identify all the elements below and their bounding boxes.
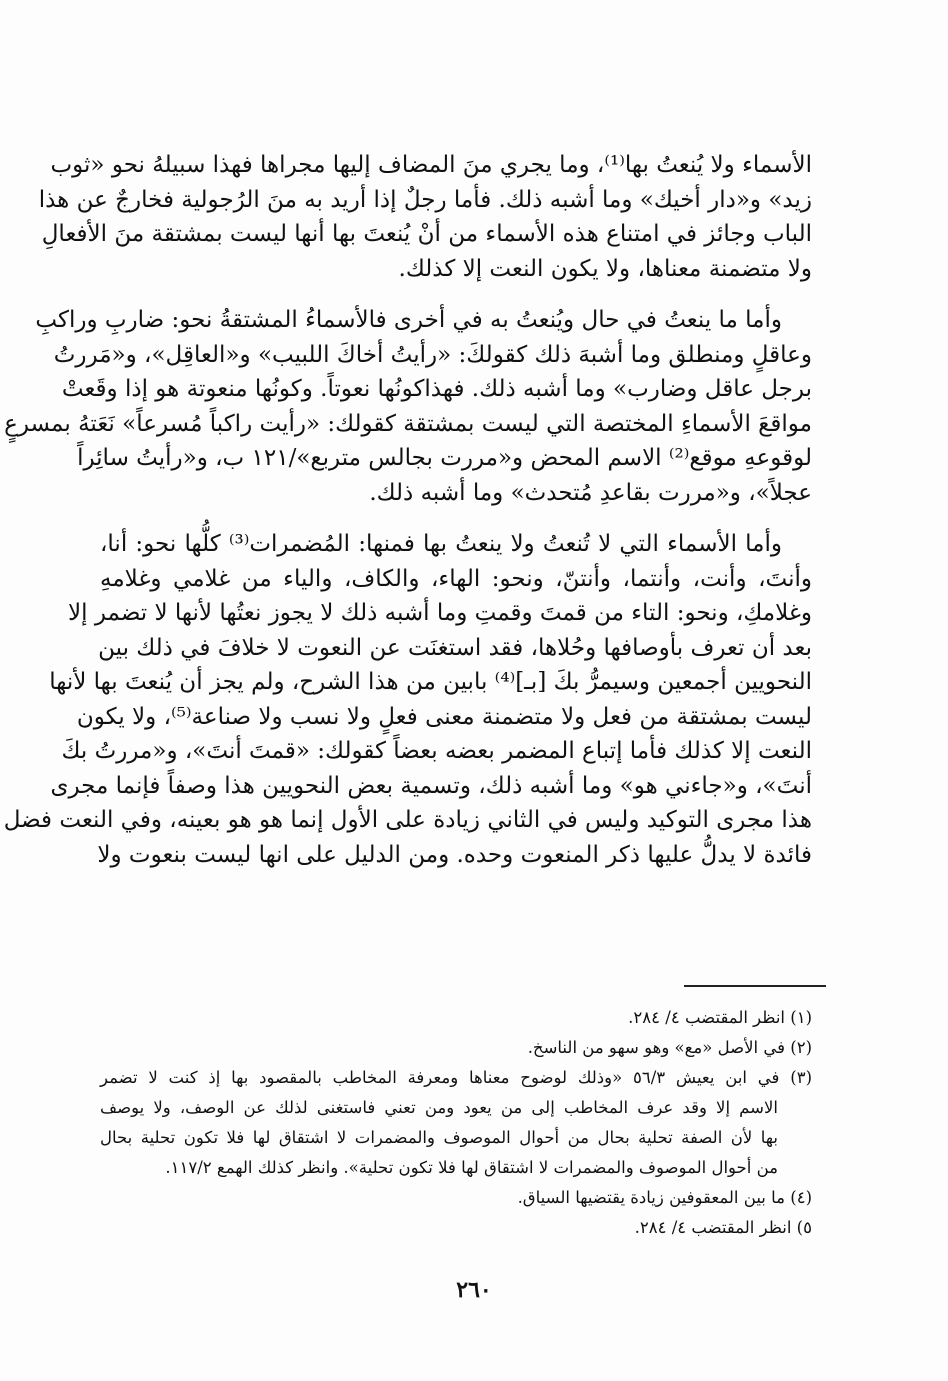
text-line: الأسماء ولا يُنعتُ بها⁽¹⁾، وما يجري منَ المضاف إليها مجراها فهذا سبيلهُ نحو «ثوب — [50, 152, 812, 178]
footnote-3-line: بها لأن الصفة تحلية بحال من أحوال الموصوف والمضمرات لا اشتقاق لها فلا تكون تحلية بحال — [100, 1128, 778, 1147]
footnotes — [100, 1003, 812, 1243]
text-line: وعاقلٍ ومنطلق وما أشبهَ ذلك كقولكَ: «رأيتُ أخاكَ اللبيب» و«العاقِل»، و«مَررتُ — [53, 341, 812, 368]
text-line: وأنتَ، وأنت، وأنتما، وأنتنّ، ونحو: الهاء، والكاف، والياء من غلامي وغلامهِ — [100, 565, 812, 592]
footnote-separator — [684, 985, 826, 987]
main-text — [3, 148, 812, 872]
text-line: النعت إلا كذلك فأما إتباع المضمر بعضه بعضاً كقولك: «قمتَ أنتَ»، و«مررتُ بكَ — [61, 738, 812, 764]
text-line: الباب وجائز في امتناع هذه الأسماء من أنْ يُنعتَ بها أنها ليست بمشتقة منَ الأفعالِ — [41, 221, 812, 247]
text-line: ولا متضمنة معناها، ولا يكون النعت إلا كذلك. — [398, 255, 812, 282]
text-line: ليست بمشتقة من فعل ولا متضمنة معنى فعلٍ ولا نسب ولا صناعة⁽⁵⁾، ولا يكون — [76, 703, 812, 730]
page-number: ٢٦٠ — [456, 1277, 492, 1303]
footnote-4: (٤) ما بين المعقوفين زيادة يقتضيها السياق. — [517, 1188, 812, 1207]
text-line: هذا مجرى التوكيد وليس في الثاني زيادة على الأول إنما هو هو بعينه، وفي النعت فضل — [3, 807, 812, 833]
footnote-1: (١) انظر المقتضب ٤/ ٢٨٤. — [628, 1008, 812, 1027]
text-line: بعد أن تعرف بأوصافها وحُلاها، فقد استغنَت عن النعوت لا خلافَ في ذلك بين — [98, 634, 812, 661]
footnote-5: ٥) انظر المقتضب ٤/ ٢٨٤. — [634, 1218, 812, 1237]
text-line: لوقوعهِ موقع⁽²⁾ الاسم المحض و«مررت بجالس متربع»/١٢١ ب، و«رأيتُ سائِراً — [77, 445, 812, 471]
text-line: وغلامكِ، ونحو: التاء من قمتَ وقمتِ وما أشبه ذلك لا يجوز نعتُها لأنها لا تضمر إلا — [68, 600, 812, 626]
footnote-3: (٣) في ابن يعيش ٥٦/٣ «وذلك لوضوح معناها ومعرفة المخاطب بالمقصود بها إذ كنت لا تضمر — [100, 1068, 812, 1087]
text-line: أنتَ»، و«جاءني هو» وما أشبه ذلك، وتسمية بعض النحويين هذا وصفاً فإنما مجرى — [50, 772, 812, 799]
text-line: زيد» و«دار أخيك» وما أشبه ذلك. فأما رجلٌ إذا أريد به منَ الرُجولية فخارجٌ عن هذا — [38, 186, 812, 213]
paragraph — [3, 527, 812, 872]
text-line: وأما الأسماء التي لا تُنعتُ ولا ينعتُ بها فمنها: المُضمرات⁽³⁾ كلُّها نحو: أنا، — [100, 531, 782, 557]
footnote-3-line: من أحوال الموصوف والمضمرات لا اشتقاق لها فلا تكون تحلية». وانظر كذلك الهمع ١١٧/٢. — [165, 1158, 778, 1177]
footnote-2: (٢) في الأصل «مع» وهو سهو من الناسخ. — [527, 1038, 812, 1057]
text-line: وأما ما ينعتُ في حال ويُنعتُ به في أخرى فالأسماءُ المشتقةُ نحو: ضاربِ وراكبِ — [35, 307, 782, 333]
text-line: فائدة لا يدلُّ عليها ذكر المنعوت وحده. ومن الدليل على انها ليست بنعوت ولا — [97, 841, 812, 868]
text-line: برجل عاقل وضارب» وما أشبه ذلك. فهذاكونُها نعوتاً. وكونُها منعوتة هو إذا وقَعتْ — [61, 376, 812, 402]
footnote-3-line: الاسم إلا وقد عرف المخاطب إلى من يعود ومن تعني فاستغنى لذلك عن الوصف، ولا يوصف — [100, 1098, 778, 1117]
paragraph — [4, 303, 812, 510]
text-line: مواقعَ الأسماءِ المختصة التي ليست بمشتقة كقولك: «رأيت راكباً مُسرعاً» نَعَتهُ بمسرعٍ — [4, 410, 812, 437]
text-line: النحويين أجمعين وسيمرُّ بكَ [بـ]⁽⁴⁾ بابين من هذا الشرح، ولم يجز أن يُنعتَ بها لأنها — [49, 669, 812, 695]
paragraph — [38, 148, 812, 286]
text-line: عجلاً»، و«مررت بقاعدِ مُتحدث» وما أشبه ذلك. — [369, 479, 812, 506]
